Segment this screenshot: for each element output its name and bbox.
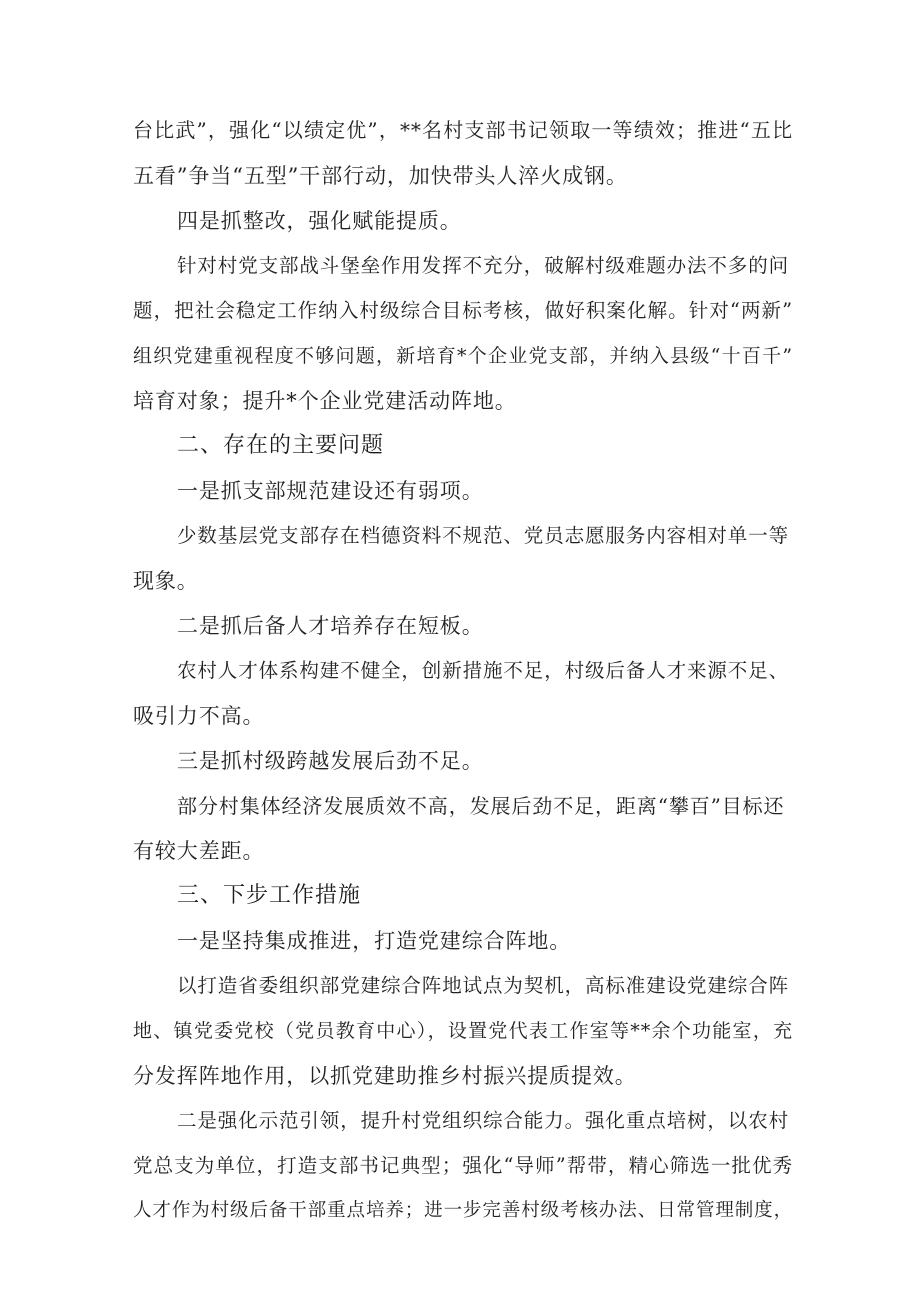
section-heading-problems: 二、存在的主要问题 [177,433,385,458]
section-heading-next-steps: 三、下步工作措施 [177,883,362,908]
paragraph-line: 以打造省委组织部党建综合阵地试点为契机，高标准建设党建综合阵 [177,974,790,997]
paragraph-line: 有较大差距。 [133,839,265,863]
paragraph-line: 人才作为村级后备干部重点培养；进一步完善村级考核办法、日常管理制度， [133,1200,793,1221]
paragraph-line: 培育对象；提升*个企业党建活动阵地。 [133,389,517,413]
paragraph-line: 农村人才体系构建不健全，创新措施不足，村级后备人才来源不足、 [177,659,790,682]
subheading-line: 一是坚持集成推进，打造党建综合阵地。 [177,929,572,953]
paragraph-line: 题，把社会稳定工作纳入村级综合目标考核，做好积案化解。针对“两新” [133,299,793,322]
paragraph-line: 地、镇党委党校（党员教育中心），设置党代表工作室等**余个功能室，充 [133,1020,793,1042]
paragraph-line: 党总支为单位，打造支部书记典型；强化“导师”帮带，精心筛选一批优秀 [133,1154,793,1177]
paragraph-line: 少数基层党支部存在档德资料不规范、党员志愿服务内容相对单一等 [177,524,790,547]
paragraph-line: 分发挥阵地作用，以抓党建助推乡村振兴提质提效。 [133,1064,637,1088]
subheading-line: 四是抓整改，强化赋能提质。 [177,209,462,233]
paragraph-line: 组织党建重视程度不够问题，新培育*个企业党支部，并纳入县级“十百千” [133,345,793,367]
subheading-line: 二是抓后备人才培养存在短板。 [177,614,484,638]
paragraph-line: 部分村集体经济发展质效不高，发展后劲不足，距离“攀百”目标还 [177,794,785,818]
subheading-line: 一是抓支部规范建设还有弱项。 [177,479,484,503]
paragraph-line: 针对村党支部战斗堡垒作用发挥不充分，破解村级难题办法不多的问 [177,254,790,277]
subheading-line: 三是抓村级跨越发展后劲不足。 [177,749,484,773]
paragraph-line: 台比武”，强化“以绩定优”，**名村支部书记领取一等绩效；推进“五比 [133,118,793,142]
paragraph-line: 二是强化示范引领，提升村党组织综合能力。强化重点培树，以农村 [177,1109,790,1132]
paragraph-line: 吸引力不高。 [133,704,265,728]
paragraph-line: 现象。 [133,569,199,593]
paragraph-line: 五看”争当“五型”干部行动，加快带头人淬火成钢。 [133,164,628,188]
